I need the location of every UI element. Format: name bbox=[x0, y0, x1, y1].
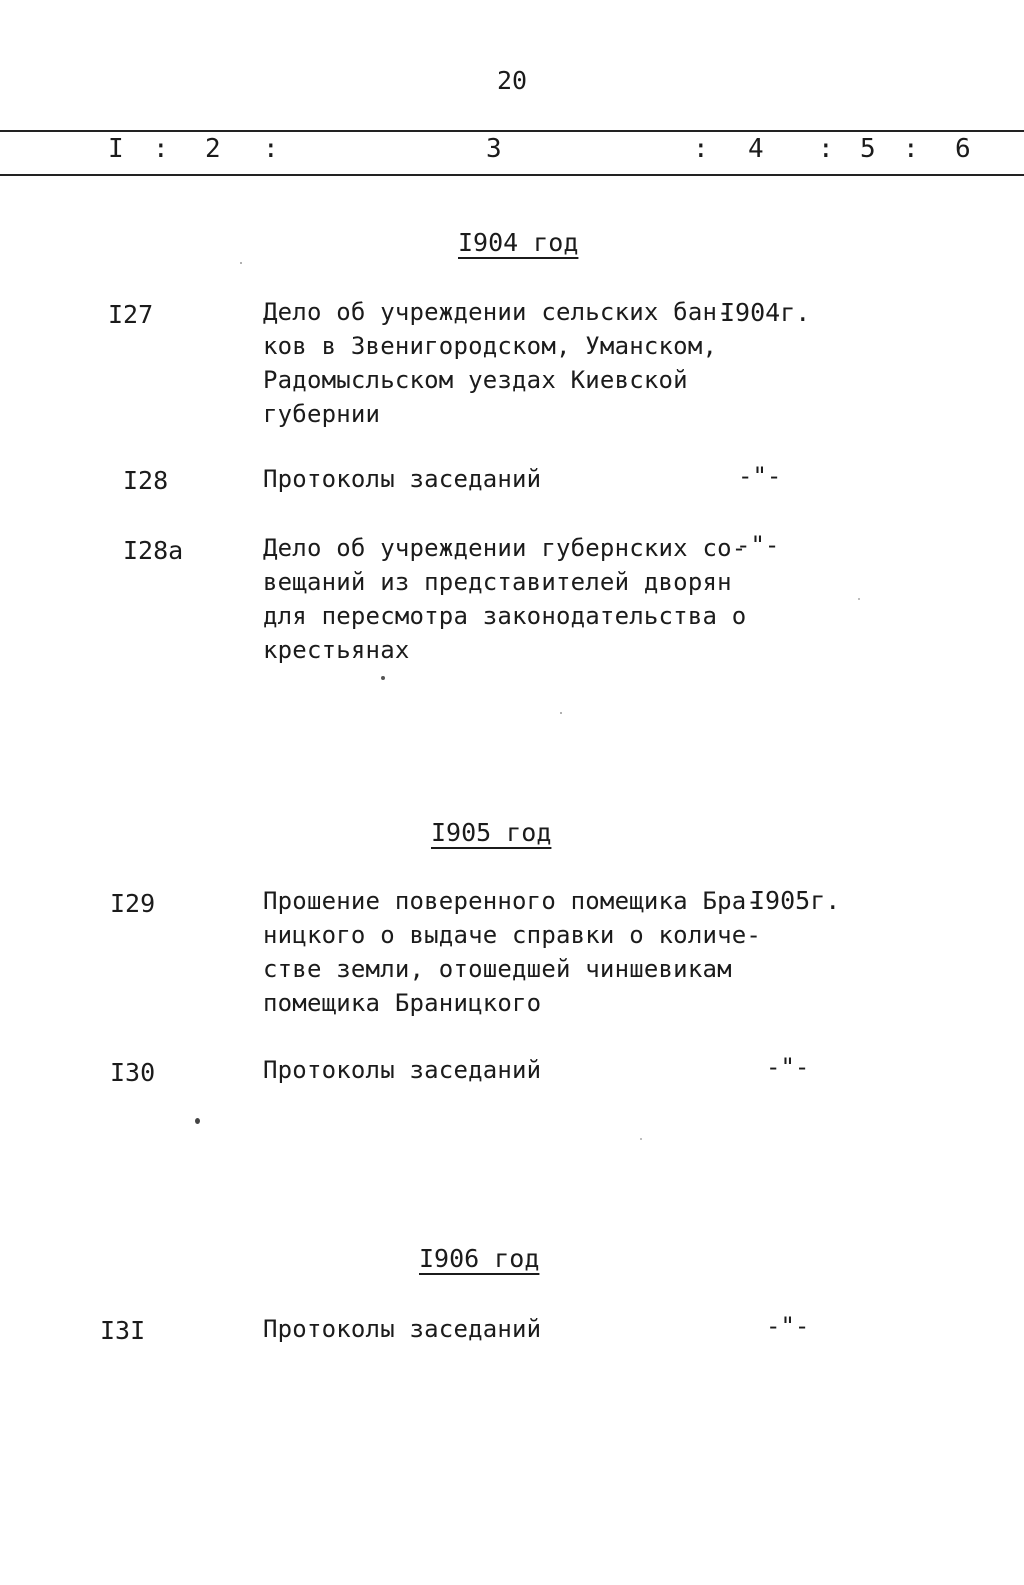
entry-number-128: I28 bbox=[123, 466, 169, 495]
page-number: 20 bbox=[496, 66, 528, 95]
entry-number-127: I27 bbox=[108, 300, 154, 329]
entry-title-127: Дело об учреждении сельских бан- ков в Звенигородском, Уманском, Радомысльском уездах Киевской губернии bbox=[263, 298, 732, 428]
year-heading-1904: I904 год bbox=[458, 228, 579, 257]
column-header-2: 2 bbox=[205, 134, 221, 164]
entry-title-129: Прошение поверенного помещика Бра- ницкого о выдаче справки о количе- стве земли, отошедшей чиншевикам помещика Браницкого bbox=[263, 887, 762, 1017]
entry-number-128a: I28а bbox=[123, 536, 184, 565]
column-separator: : bbox=[153, 134, 169, 164]
scan-speck bbox=[858, 598, 860, 600]
entry-date-127: I904г. bbox=[720, 298, 811, 327]
year-heading-1906: I906 год bbox=[419, 1244, 540, 1273]
entry-date-128: -"- bbox=[738, 462, 782, 490]
scan-speck bbox=[195, 1118, 200, 1124]
column-separator: : bbox=[818, 134, 834, 164]
column-separator: : bbox=[693, 134, 709, 164]
scan-speck bbox=[640, 1138, 642, 1140]
scan-speck bbox=[240, 262, 242, 264]
column-separator: : bbox=[263, 134, 279, 164]
column-header-6: 6 bbox=[955, 134, 971, 164]
entry-date-129: I905г. bbox=[750, 886, 841, 915]
column-header-5: 5 bbox=[860, 134, 876, 164]
entry-date-131: -"- bbox=[766, 1312, 810, 1340]
column-header-1: I bbox=[108, 134, 124, 164]
entry-date-128a: -"- bbox=[736, 531, 780, 559]
column-header-4: 4 bbox=[748, 134, 764, 164]
entry-title-130: Протоколы заседаний bbox=[263, 1056, 542, 1084]
column-separator: : bbox=[903, 134, 919, 164]
year-heading-1905: I905 год bbox=[431, 818, 552, 847]
entry-title-131: Протоколы заседаний bbox=[263, 1315, 542, 1343]
column-header-3: 3 bbox=[486, 134, 502, 164]
entry-title-128a: Дело об учреждении губернских со- вещаний из представителей дворян для пересмотра законодательства о крестьянах bbox=[263, 534, 747, 664]
scan-speck bbox=[381, 676, 385, 680]
entry-date-130: -"- bbox=[766, 1053, 810, 1081]
header-top-rule bbox=[0, 130, 1024, 132]
entry-number-130: I30 bbox=[110, 1058, 156, 1087]
entry-title-128: Протоколы заседаний bbox=[263, 465, 542, 493]
entry-number-129: I29 bbox=[110, 889, 156, 918]
entry-number-131: I3I bbox=[100, 1316, 146, 1345]
scan-speck bbox=[560, 712, 562, 714]
header-bottom-rule bbox=[0, 174, 1024, 176]
